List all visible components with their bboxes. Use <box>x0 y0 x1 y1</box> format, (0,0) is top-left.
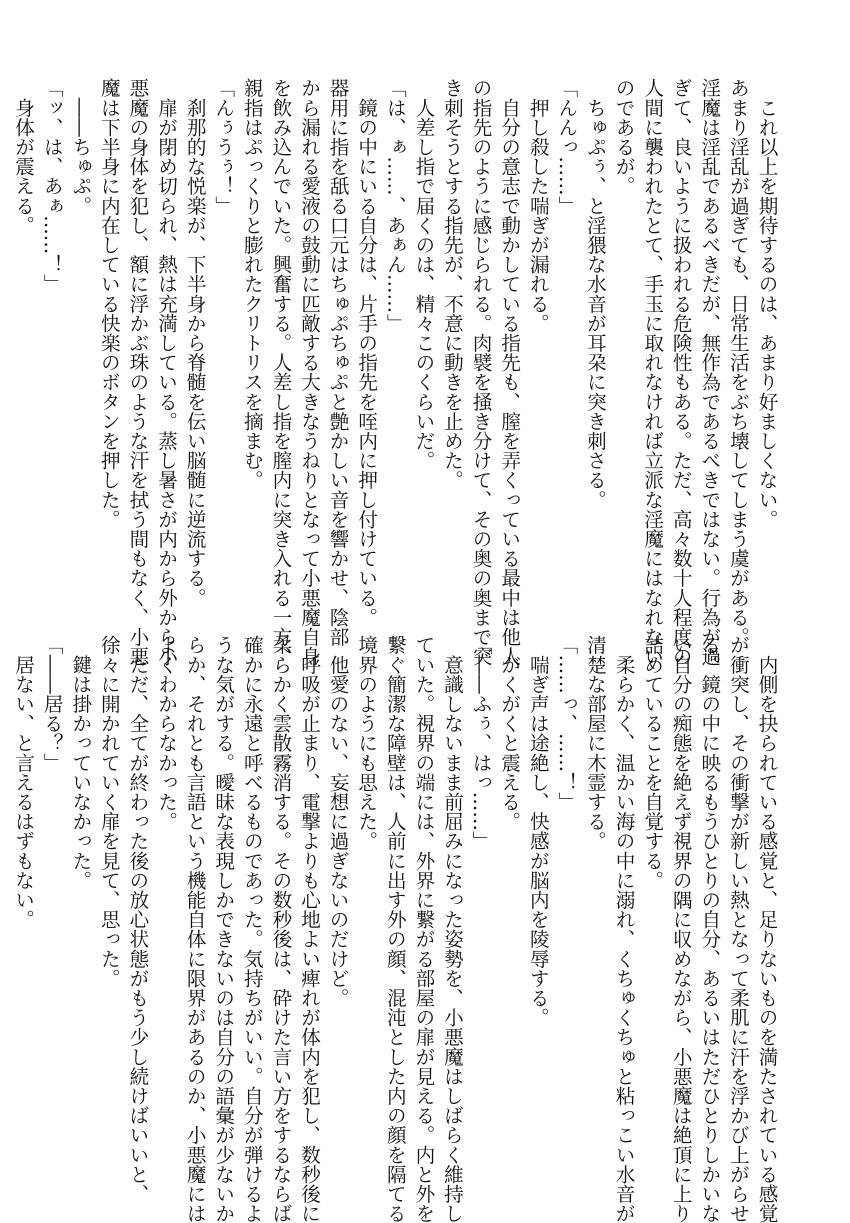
text-line: 魔は下半身に内在している快楽のボタンを押した。 <box>97 78 121 529</box>
text-line: 押し殺した喘ぎが漏れる。 <box>526 78 550 333</box>
text-line: ぎて、良いように扱われる危険性もある。ただ、高々数十人程度の <box>669 78 693 666</box>
text-line: 親指はぷっくりと膨れたクリトリスを摘まむ。 <box>240 78 264 490</box>
text-line: 淫魔は淫乱であるべきだが、無作為であるべきではない。行為が過 <box>697 78 721 666</box>
text-line: い自分の痴態を絶えず視界の隅に収めながら、小悪魔は絶頂に上り <box>669 635 693 1223</box>
text-line: 繋ぐ簡潔な障壁は、人前に出す外の顔、混沌とした内の顔を隔てる <box>383 635 407 1223</box>
text-line: よくわからなかった。 <box>154 635 178 831</box>
text-line: 自分の意志で動かしている指先も、膣を弄くっている最中は他人 <box>497 78 521 666</box>
text-line: 「……っ、……！」 <box>554 635 578 812</box>
text-line: ――ちゅぷ。 <box>68 78 92 216</box>
text-line: の指先のように感じられる。肉襞を掻き分けて、その奥の奥まで突 <box>469 78 493 666</box>
text-line: 内側を抉られている感覚と、足りないものを満たされている感覚 <box>755 635 778 1223</box>
text-line: がくがくと震える。 <box>497 635 521 831</box>
text-line: これ以上を期待するのは、あまり好ましくない。 <box>755 78 778 529</box>
text-line: 喘ぎ声は途絶し、快感が脳内を陵辱する。 <box>526 635 550 1027</box>
text-line: あまり淫乱が過ぎても、日常生活をぶち壊してしまう虞がある。 <box>726 78 750 647</box>
text-line: を飲み込んでいた。興奮する。人差し指を膣内に突き入れる一方、 <box>268 78 292 666</box>
text-line: ていた。視界の端には、外界に繋がる部屋の扉が見える。内と外を <box>411 635 435 1223</box>
text-line: ちゅぷぅ、と淫猥な水音が耳朶に突き刺さる。 <box>583 78 607 510</box>
text-line: る。鏡の中に映るもうひとりの自分、あるいはただひとりしかいな <box>697 635 721 1223</box>
text-line: 「――ふぅ、はっ……」 <box>469 635 493 851</box>
text-line: うな気がする。曖昧な表現しかできないのは自分の語彙が少ないか <box>211 635 235 1223</box>
text-line: 境界のようにも思えた。 <box>354 635 378 851</box>
text-line: 器用に指を舐る口元はちゅぷちゅぷと艶かしい音を響かせ、陰部 <box>326 78 350 647</box>
text-line: らか、それとも言語という機能自体に限界があるのか、小悪魔には <box>183 635 207 1223</box>
text-line: ただ、全てが終わった後の放心状態がもう少し続けばいいと、 <box>125 635 149 1204</box>
text-line: 清楚な部屋に木霊する。 <box>583 635 607 851</box>
text-line: が衝突し、その衝撃が新しい熱となって柔肌に汗を浮かび上がらせ <box>726 635 750 1223</box>
text-line: 徐々に開かれていく扉を見て、思った。 <box>97 635 121 988</box>
text-line: き刺そうとする指先が、不意に動きを止めた。 <box>440 78 464 490</box>
text-line: 身体が震える。 <box>11 78 35 235</box>
text-line: から漏れる愛液の鼓動に匹敵する大きなうねりとなって小悪魔自身 <box>297 78 321 666</box>
text-line: 居ない、と言えるはずもない。 <box>11 635 35 929</box>
text-line: 柔らかく、温かい海の中に溺れ、くちゅくちゅと粘っこい水音が <box>612 635 636 1223</box>
text-block-bottom <box>11 635 780 1223</box>
text-line: 呼吸が止まり、電撃よりも心地よい痺れが体内を犯し、数秒後に <box>297 635 321 1223</box>
text-line: 人差し指で届くのは、精々このくらいだ。 <box>411 78 435 470</box>
text-line: 扉が閉め切られ、熱は充満している。蒸し暑さが内から外から小 <box>154 78 178 666</box>
text-line: 意識しないまま前屈みになった姿勢を、小悪魔はしばらく維持し <box>440 635 464 1223</box>
text-line: 確かに永遠と呼べるものであった。気持ちがいい。自分が弾けるよ <box>240 635 264 1223</box>
text-line: 鏡の中にいる自分は、片手の指先を咥内に押し付けている。 <box>354 78 378 627</box>
text-line: 詰めていることを自覚する。 <box>640 635 664 890</box>
text-line: 人間に襲われたとて、手玉に取れなければ立派な淫魔にはなれない <box>640 78 664 666</box>
text-line: 鍵は掛かっていなかった。 <box>68 635 92 890</box>
text-line: 悪魔の身体を犯し、額に浮かぶ珠のような汗を拭う間もなく、小悪 <box>125 78 149 666</box>
text-line: 刹那的な悦楽が、下半身から脊髄を伝い脳髄に逆流する。 <box>183 78 207 608</box>
text-line: 「んぅうぅ！」 <box>211 78 235 216</box>
text-line: 他愛のない、妄想に過ぎないのだけど。 <box>326 635 350 1008</box>
text-line: 「ッ、は、あぁ……！」 <box>40 78 64 294</box>
text-line: 「は、ぁ……、あぁん……」 <box>383 78 407 333</box>
text-line: 柔らかく雲散霧消する。その数秒後は、砕けた言い方をするならば <box>268 635 292 1223</box>
text-block-top <box>11 78 780 666</box>
text-line: のであるが。 <box>612 78 636 196</box>
text-line: 「んんっ……」 <box>554 78 578 216</box>
text-line: 「――居る？」 <box>40 635 64 773</box>
